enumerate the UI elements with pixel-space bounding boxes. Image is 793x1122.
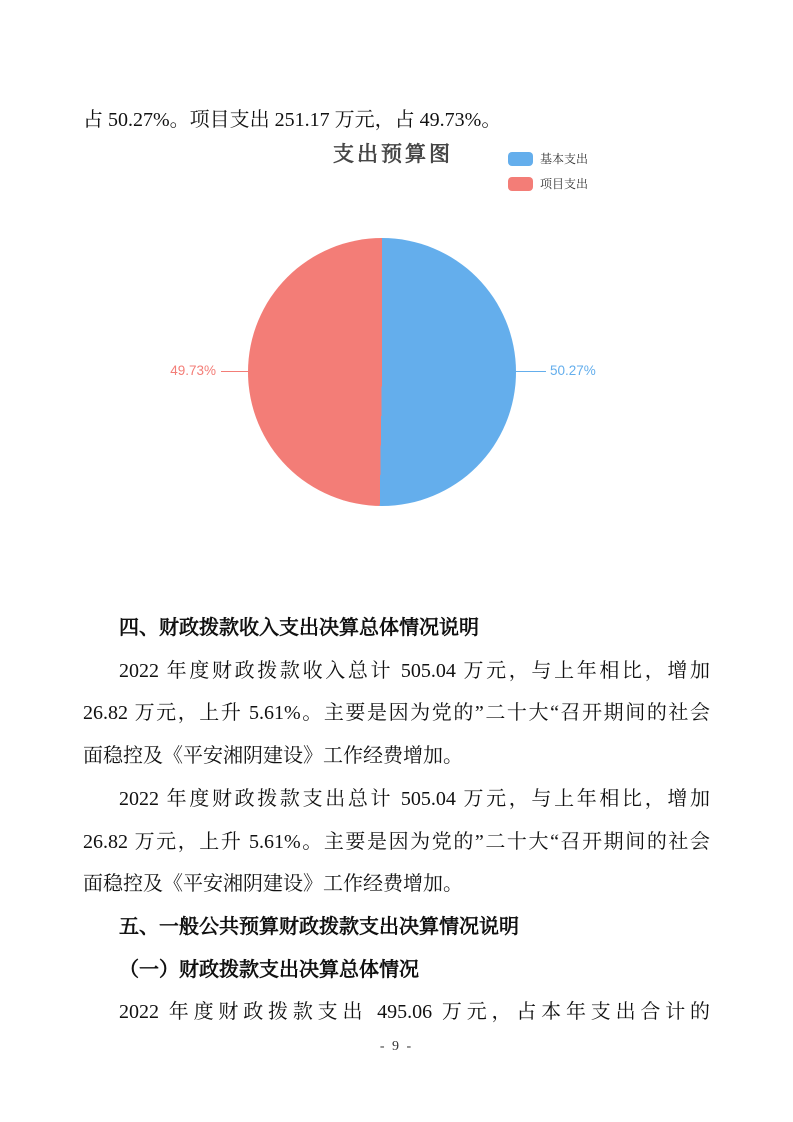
- paragraph2-line1: 2022 年度财政拨款支出总计 505.04 万元，与上年相比，增加: [119, 787, 710, 810]
- paragraph3-line1: 2022 年度财政拨款支出 495.06 万元，占本年支出合计的: [119, 1001, 710, 1024]
- paragraph2-line2: 26.82 万元，上升 5.61%。主要是因为党的”二十大“召开期间的社会: [83, 830, 710, 853]
- chart-title: 支出预算图: [333, 143, 453, 166]
- pie-leader-line-right: [513, 371, 546, 372]
- pie-label-right: 50.27%: [550, 363, 596, 378]
- paragraph1-line2: 26.82 万元，上升 5.61%。主要是因为党的”二十大“召开期间的社会: [83, 702, 710, 725]
- pie-label-left: 49.73%: [170, 363, 216, 378]
- page-number: - 9 -: [379, 1039, 414, 1054]
- legend-item-project: [508, 177, 588, 191]
- pie-chart: [248, 238, 516, 506]
- paragraph1-line1: 2022 年度财政拨款收入总计 505.04 万元，与上年相比，增加: [119, 659, 710, 682]
- legend-label-project: 项目支出: [540, 177, 589, 191]
- legend-swatch-basic: [508, 152, 533, 166]
- section-heading-5: 五、一般公共预算财政拨款支出决算情况说明: [119, 915, 519, 938]
- section-heading-4: 四、财政拨款收入支出决算总体情况说明: [119, 617, 479, 639]
- pie-leader-line-left: [221, 371, 253, 372]
- legend-item-basic: [508, 152, 588, 166]
- legend-swatch-project: [508, 177, 533, 191]
- subsection-heading-5-1: （一）财政拨款支出决算总体情况: [119, 958, 419, 981]
- intro-continuation-line: 占 50.27%。项目支出 251.17 万元，占 49.73%。: [83, 109, 502, 131]
- paragraph1-line3: 面稳控及《平安湘阴建设》工作经费增加。: [83, 745, 463, 768]
- paragraph2-line3: 面稳控及《平安湘阴建设》工作经费增加。: [83, 873, 463, 896]
- legend-label-basic: 基本支出: [540, 152, 589, 166]
- body-text: [83, 607, 710, 1034]
- chart-legend: [508, 152, 588, 202]
